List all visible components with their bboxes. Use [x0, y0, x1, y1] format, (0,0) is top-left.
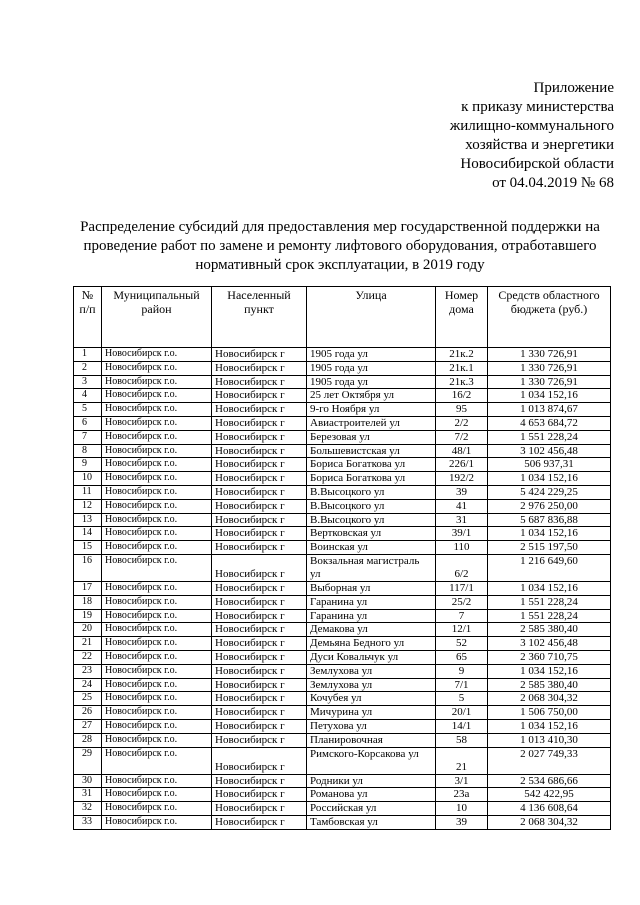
cell-district: Новосибирск г.о. [102, 623, 212, 637]
cell-street: Березовая ул [307, 430, 436, 444]
cell-sum: 2 976 250,00 [488, 499, 611, 513]
header-locality: Населенный пункт [212, 287, 307, 348]
cell-locality: Новосибирск г [212, 472, 307, 486]
table-row [74, 430, 611, 444]
cell-street: Воинская ул [307, 541, 436, 555]
appendix-line: хозяйства и энергетики [465, 137, 614, 153]
cell-street: 1905 года ул [307, 375, 436, 389]
table-row [74, 609, 611, 623]
header-district: Муниципальный район [102, 287, 212, 348]
cell-district: Новосибирск г.о. [102, 815, 212, 829]
table-row [74, 541, 611, 555]
cell-street: В.Высоцкого ул [307, 485, 436, 499]
header-street: Улица [307, 287, 436, 348]
cell-district: Новосибирск г.о. [102, 554, 212, 581]
header-house: Номер дома [436, 287, 488, 348]
cell-house: 7/2 [436, 430, 488, 444]
cell-locality: Новосибирск г [212, 554, 307, 581]
appendix-line: от 04.04.2019 № 68 [492, 175, 614, 191]
cell-street: Планировочная [307, 733, 436, 747]
cell-house: 9 [436, 664, 488, 678]
cell-sum: 1 034 152,16 [488, 472, 611, 486]
table-row [74, 361, 611, 375]
table-row [74, 637, 611, 651]
table-row [74, 375, 611, 389]
cell-num: 33 [74, 815, 102, 829]
cell-district: Новосибирск г.о. [102, 375, 212, 389]
cell-num: 8 [74, 444, 102, 458]
table-row [74, 802, 611, 816]
cell-house: 25/2 [436, 595, 488, 609]
cell-street: Демьяна Бедного ул [307, 637, 436, 651]
cell-district: Новосибирск г.о. [102, 527, 212, 541]
cell-district: Новосибирск г.о. [102, 678, 212, 692]
cell-locality: Новосибирск г [212, 499, 307, 513]
cell-locality: Новосибирск г [212, 527, 307, 541]
cell-sum: 3 102 456,48 [488, 444, 611, 458]
table-row [74, 581, 611, 595]
cell-street: Тамбовская ул [307, 815, 436, 829]
cell-house: 5 [436, 692, 488, 706]
cell-district: Новосибирск г.о. [102, 664, 212, 678]
cell-locality: Новосибирск г [212, 389, 307, 403]
table-row [74, 348, 611, 362]
cell-street: В.Высоцкого ул [307, 513, 436, 527]
cell-street: Римского-Корсакова ул [307, 747, 436, 774]
cell-house: 12/1 [436, 623, 488, 637]
cell-sum: 2 068 304,32 [488, 692, 611, 706]
cell-locality: Новосибирск г [212, 623, 307, 637]
cell-street: Выборная ул [307, 581, 436, 595]
cell-street: В.Высоцкого ул [307, 499, 436, 513]
cell-street: 9-го Ноября ул [307, 403, 436, 417]
cell-num: 25 [74, 692, 102, 706]
cell-street: Кочубея ул [307, 692, 436, 706]
cell-sum: 1 551 228,24 [488, 609, 611, 623]
cell-street: Демакова ул [307, 623, 436, 637]
cell-num: 31 [74, 788, 102, 802]
cell-locality: Новосибирск г [212, 444, 307, 458]
cell-num: 17 [74, 581, 102, 595]
cell-district: Новосибирск г.о. [102, 403, 212, 417]
cell-district: Новосибирск г.о. [102, 747, 212, 774]
cell-house: 52 [436, 637, 488, 651]
cell-sum: 1 013 874,67 [488, 403, 611, 417]
cell-street: Большевистская ул [307, 444, 436, 458]
cell-house: 95 [436, 403, 488, 417]
table-row [74, 595, 611, 609]
cell-street: Вертковская ул [307, 527, 436, 541]
table-row [74, 706, 611, 720]
cell-sum: 1 034 152,16 [488, 527, 611, 541]
cell-num: 2 [74, 361, 102, 375]
cell-street: Родники ул [307, 774, 436, 788]
cell-house: 39 [436, 815, 488, 829]
table-row [74, 499, 611, 513]
cell-house: 226/1 [436, 458, 488, 472]
cell-num: 28 [74, 733, 102, 747]
cell-num: 6 [74, 416, 102, 430]
cell-locality: Новосибирск г [212, 802, 307, 816]
table-row [74, 650, 611, 664]
cell-street: Авиастроителей ул [307, 416, 436, 430]
cell-street: Мичурина ул [307, 706, 436, 720]
cell-num: 14 [74, 527, 102, 541]
document-title: Распределение субсидий для предоставления мер государственной поддержки на проведение работ по замене и ремонту лифтового оборудования, отработавшего нормативный срок эксплуатации, в 2019 году [80, 219, 600, 273]
table-row [74, 485, 611, 499]
table-row [74, 389, 611, 403]
cell-street: Российская ул [307, 802, 436, 816]
cell-sum: 1 216 649,60 [488, 554, 611, 581]
cell-locality: Новосибирск г [212, 719, 307, 733]
cell-locality: Новосибирск г [212, 416, 307, 430]
cell-house: 21к.2 [436, 348, 488, 362]
table-row [74, 513, 611, 527]
cell-district: Новосибирск г.о. [102, 389, 212, 403]
table-row [74, 472, 611, 486]
cell-sum: 1 034 152,16 [488, 719, 611, 733]
cell-num: 30 [74, 774, 102, 788]
cell-sum: 5 687 836,88 [488, 513, 611, 527]
cell-street: Бориса Богаткова ул [307, 458, 436, 472]
cell-district: Новосибирск г.о. [102, 802, 212, 816]
table-row [74, 403, 611, 417]
table-row [74, 416, 611, 430]
cell-sum: 2 585 380,40 [488, 678, 611, 692]
cell-num: 19 [74, 609, 102, 623]
table-row [74, 788, 611, 802]
cell-district: Новосибирск г.о. [102, 361, 212, 375]
table-row [74, 664, 611, 678]
cell-district: Новосибирск г.о. [102, 788, 212, 802]
cell-num: 21 [74, 637, 102, 651]
cell-street: Землухова ул [307, 678, 436, 692]
cell-num: 7 [74, 430, 102, 444]
cell-district: Новосибирск г.о. [102, 719, 212, 733]
subsidy-table [73, 286, 611, 830]
cell-house: 41 [436, 499, 488, 513]
table-row [74, 527, 611, 541]
cell-sum: 1 506 750,00 [488, 706, 611, 720]
cell-locality: Новосибирск г [212, 774, 307, 788]
cell-street: Дуси Ковальчук ул [307, 650, 436, 664]
cell-house: 7 [436, 609, 488, 623]
table-row [74, 458, 611, 472]
cell-locality: Новосибирск г [212, 637, 307, 651]
cell-num: 3 [74, 375, 102, 389]
cell-street: Бориса Богаткова ул [307, 472, 436, 486]
cell-num: 18 [74, 595, 102, 609]
cell-locality: Новосибирск г [212, 650, 307, 664]
table-row [74, 623, 611, 637]
table-row [74, 692, 611, 706]
table-row [74, 815, 611, 829]
cell-num: 9 [74, 458, 102, 472]
cell-sum: 3 102 456,48 [488, 637, 611, 651]
cell-sum: 1 330 726,91 [488, 361, 611, 375]
cell-sum: 2 534 686,66 [488, 774, 611, 788]
cell-house: 16/2 [436, 389, 488, 403]
cell-num: 4 [74, 389, 102, 403]
cell-sum: 4 653 684,72 [488, 416, 611, 430]
cell-house: 3/1 [436, 774, 488, 788]
cell-num: 32 [74, 802, 102, 816]
cell-district: Новосибирск г.о. [102, 595, 212, 609]
cell-num: 27 [74, 719, 102, 733]
cell-sum: 1 330 726,91 [488, 375, 611, 389]
cell-locality: Новосибирск г [212, 513, 307, 527]
table-row [74, 774, 611, 788]
cell-district: Новосибирск г.о. [102, 430, 212, 444]
cell-locality: Новосибирск г [212, 815, 307, 829]
cell-num: 11 [74, 485, 102, 499]
cell-locality: Новосибирск г [212, 609, 307, 623]
cell-sum: 1 551 228,24 [488, 595, 611, 609]
cell-sum: 2 585 380,40 [488, 623, 611, 637]
table-row [74, 719, 611, 733]
cell-house: 39/1 [436, 527, 488, 541]
cell-house: 23а [436, 788, 488, 802]
cell-sum: 2 360 710,75 [488, 650, 611, 664]
cell-locality: Новосибирск г [212, 485, 307, 499]
cell-district: Новосибирск г.о. [102, 692, 212, 706]
cell-house: 20/1 [436, 706, 488, 720]
header-num: № п/п [74, 287, 102, 348]
cell-district: Новосибирск г.о. [102, 416, 212, 430]
cell-num: 13 [74, 513, 102, 527]
cell-locality: Новосибирск г [212, 430, 307, 444]
cell-house: 117/1 [436, 581, 488, 595]
table-body [74, 348, 611, 830]
cell-locality: Новосибирск г [212, 664, 307, 678]
appendix-line: жилищно-коммунального [449, 118, 614, 134]
table-row [74, 747, 611, 774]
cell-sum: 5 424 229,25 [488, 485, 611, 499]
cell-district: Новосибирск г.о. [102, 637, 212, 651]
cell-locality: Новосибирск г [212, 348, 307, 362]
cell-district: Новосибирск г.о. [102, 499, 212, 513]
cell-num: 29 [74, 747, 102, 774]
cell-district: Новосибирск г.о. [102, 458, 212, 472]
cell-street: 1905 года ул [307, 348, 436, 362]
cell-num: 22 [74, 650, 102, 664]
cell-district: Новосибирск г.о. [102, 513, 212, 527]
cell-district: Новосибирск г.о. [102, 733, 212, 747]
cell-house: 110 [436, 541, 488, 555]
cell-house: 21к.1 [436, 361, 488, 375]
cell-street: Вокзальная магистраль ул [307, 554, 436, 581]
cell-num: 26 [74, 706, 102, 720]
cell-sum: 506 937,31 [488, 458, 611, 472]
cell-district: Новосибирск г.о. [102, 444, 212, 458]
cell-street: 1905 года ул [307, 361, 436, 375]
cell-street: Гаранина ул [307, 609, 436, 623]
cell-locality: Новосибирск г [212, 581, 307, 595]
cell-sum: 1 330 726,91 [488, 348, 611, 362]
cell-locality: Новосибирск г [212, 595, 307, 609]
cell-street: 25 лет Октября ул [307, 389, 436, 403]
cell-district: Новосибирск г.о. [102, 774, 212, 788]
cell-house: 10 [436, 802, 488, 816]
cell-district: Новосибирск г.о. [102, 650, 212, 664]
cell-sum: 1 034 152,16 [488, 581, 611, 595]
cell-district: Новосибирск г.о. [102, 485, 212, 499]
cell-street: Землухова ул [307, 664, 436, 678]
cell-street: Петухова ул [307, 719, 436, 733]
cell-house: 21 [436, 747, 488, 774]
cell-sum: 2 515 197,50 [488, 541, 611, 555]
cell-street: Романова ул [307, 788, 436, 802]
cell-locality: Новосибирск г [212, 692, 307, 706]
cell-locality: Новосибирск г [212, 788, 307, 802]
cell-house: 21к.3 [436, 375, 488, 389]
appendix-line: Приложение [533, 80, 614, 96]
cell-house: 39 [436, 485, 488, 499]
cell-num: 5 [74, 403, 102, 417]
cell-district: Новосибирск г.о. [102, 541, 212, 555]
cell-sum: 4 136 608,64 [488, 802, 611, 816]
cell-sum: 1 013 410,30 [488, 733, 611, 747]
table-row [74, 554, 611, 581]
cell-num: 12 [74, 499, 102, 513]
cell-num: 16 [74, 554, 102, 581]
cell-district: Новосибирск г.о. [102, 348, 212, 362]
appendix-line: к приказу министерства [461, 99, 614, 115]
table-row [74, 733, 611, 747]
cell-sum: 2 068 304,32 [488, 815, 611, 829]
cell-street: Гаранина ул [307, 595, 436, 609]
cell-locality: Новосибирск г [212, 541, 307, 555]
cell-num: 10 [74, 472, 102, 486]
cell-house: 58 [436, 733, 488, 747]
header-funds: Средств областного бюджета (руб.) [488, 287, 611, 348]
cell-locality: Новосибирск г [212, 458, 307, 472]
cell-locality: Новосибирск г [212, 403, 307, 417]
appendix-block [450, 79, 614, 193]
cell-locality: Новосибирск г [212, 733, 307, 747]
cell-house: 6/2 [436, 554, 488, 581]
table-header-row [74, 287, 611, 348]
cell-sum: 542 422,95 [488, 788, 611, 802]
cell-locality: Новосибирск г [212, 747, 307, 774]
cell-district: Новосибирск г.о. [102, 609, 212, 623]
table-row [74, 678, 611, 692]
cell-sum: 1 034 152,16 [488, 389, 611, 403]
table-row [74, 444, 611, 458]
cell-sum: 2 027 749,33 [488, 747, 611, 774]
cell-locality: Новосибирск г [212, 706, 307, 720]
cell-sum: 1 034 152,16 [488, 664, 611, 678]
cell-district: Новосибирск г.о. [102, 706, 212, 720]
cell-house: 65 [436, 650, 488, 664]
cell-num: 15 [74, 541, 102, 555]
cell-house: 192/2 [436, 472, 488, 486]
cell-locality: Новосибирск г [212, 361, 307, 375]
cell-locality: Новосибирск г [212, 375, 307, 389]
cell-district: Новосибирск г.о. [102, 581, 212, 595]
cell-num: 23 [74, 664, 102, 678]
cell-house: 48/1 [436, 444, 488, 458]
cell-house: 2/2 [436, 416, 488, 430]
cell-house: 7/1 [436, 678, 488, 692]
appendix-line: Новосибирской области [460, 156, 614, 172]
cell-num: 1 [74, 348, 102, 362]
cell-num: 24 [74, 678, 102, 692]
cell-locality: Новосибирск г [212, 678, 307, 692]
cell-num: 20 [74, 623, 102, 637]
cell-house: 14/1 [436, 719, 488, 733]
cell-district: Новосибирск г.о. [102, 472, 212, 486]
cell-sum: 1 551 228,24 [488, 430, 611, 444]
cell-house: 31 [436, 513, 488, 527]
